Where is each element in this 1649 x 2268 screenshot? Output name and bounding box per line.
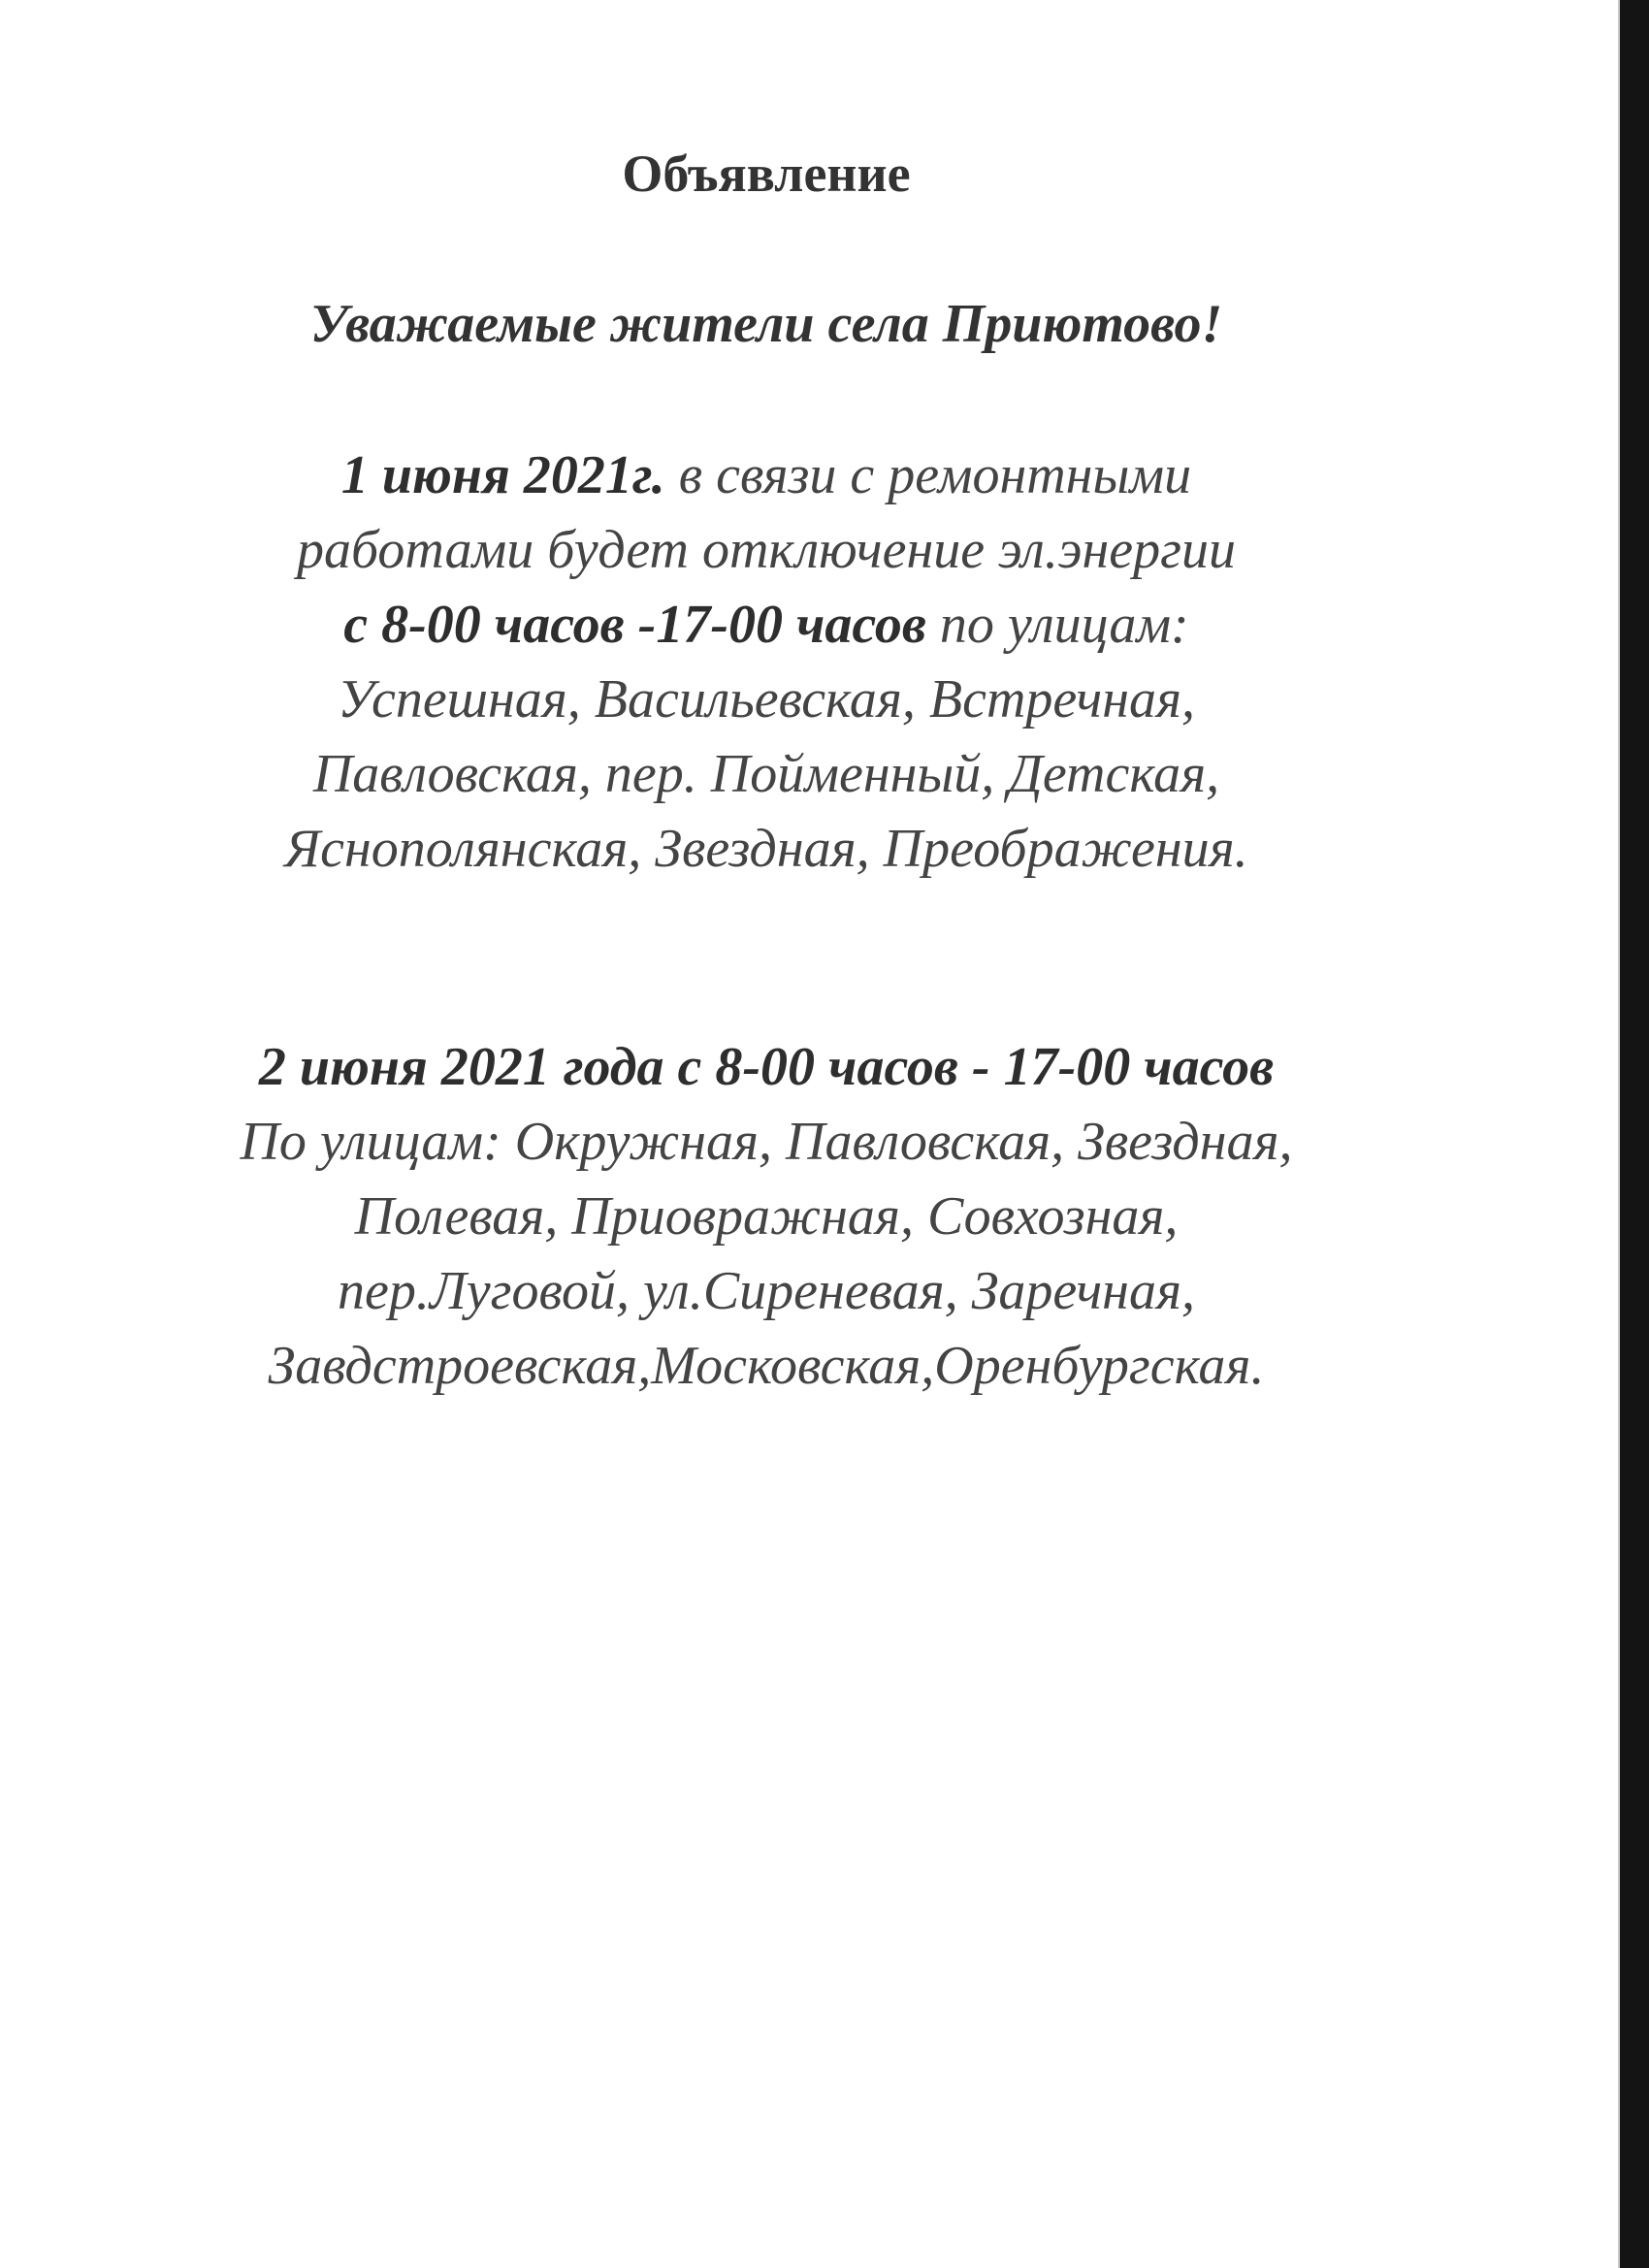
section2-date-hours: 2 июня 2021 года с 8-00 часов - 17-00 часов (258, 1037, 1275, 1097)
greeting-heading: Уважаемые жители села Приютово! (309, 294, 1223, 354)
section1-line3-rest: по улицам: (925, 595, 1189, 655)
section1-hours: с 8-00 часов -17-00 часов (343, 595, 926, 655)
section1-line2: работами будет отключение эл.энергии (297, 520, 1236, 580)
section1-line1-rest: в связи с ремонтными (664, 445, 1192, 505)
section1-line5: Павловская, пер. Пойменный, Детская, (312, 744, 1220, 804)
section1-line3 (0, 588, 1533, 663)
scan-edge-border (1620, 0, 1649, 2268)
section-june-1 (0, 438, 1533, 887)
section2-line3: Полевая, Приовражная, Совхозная, (354, 1186, 1179, 1247)
section2-line5: Завдстроевская,Московская,Оренбургская. (268, 1336, 1265, 1396)
section1-line1 (0, 438, 1533, 513)
section2-line4: пер.Луговой, ул.Сиреневая, Заречная, (338, 1261, 1195, 1321)
section1-line6: Яснополянская, Звездная, Преображения. (284, 819, 1248, 879)
section1-line4: Успешная, Васильевская, Встречная, (337, 669, 1196, 729)
section-june-2 (0, 1030, 1533, 1404)
document-title: Объявление (622, 145, 911, 203)
section1-date: 1 июня 2021г. (340, 445, 665, 505)
section2-line2: По улицам: Окружная, Павловская, Звездная, (240, 1112, 1293, 1172)
